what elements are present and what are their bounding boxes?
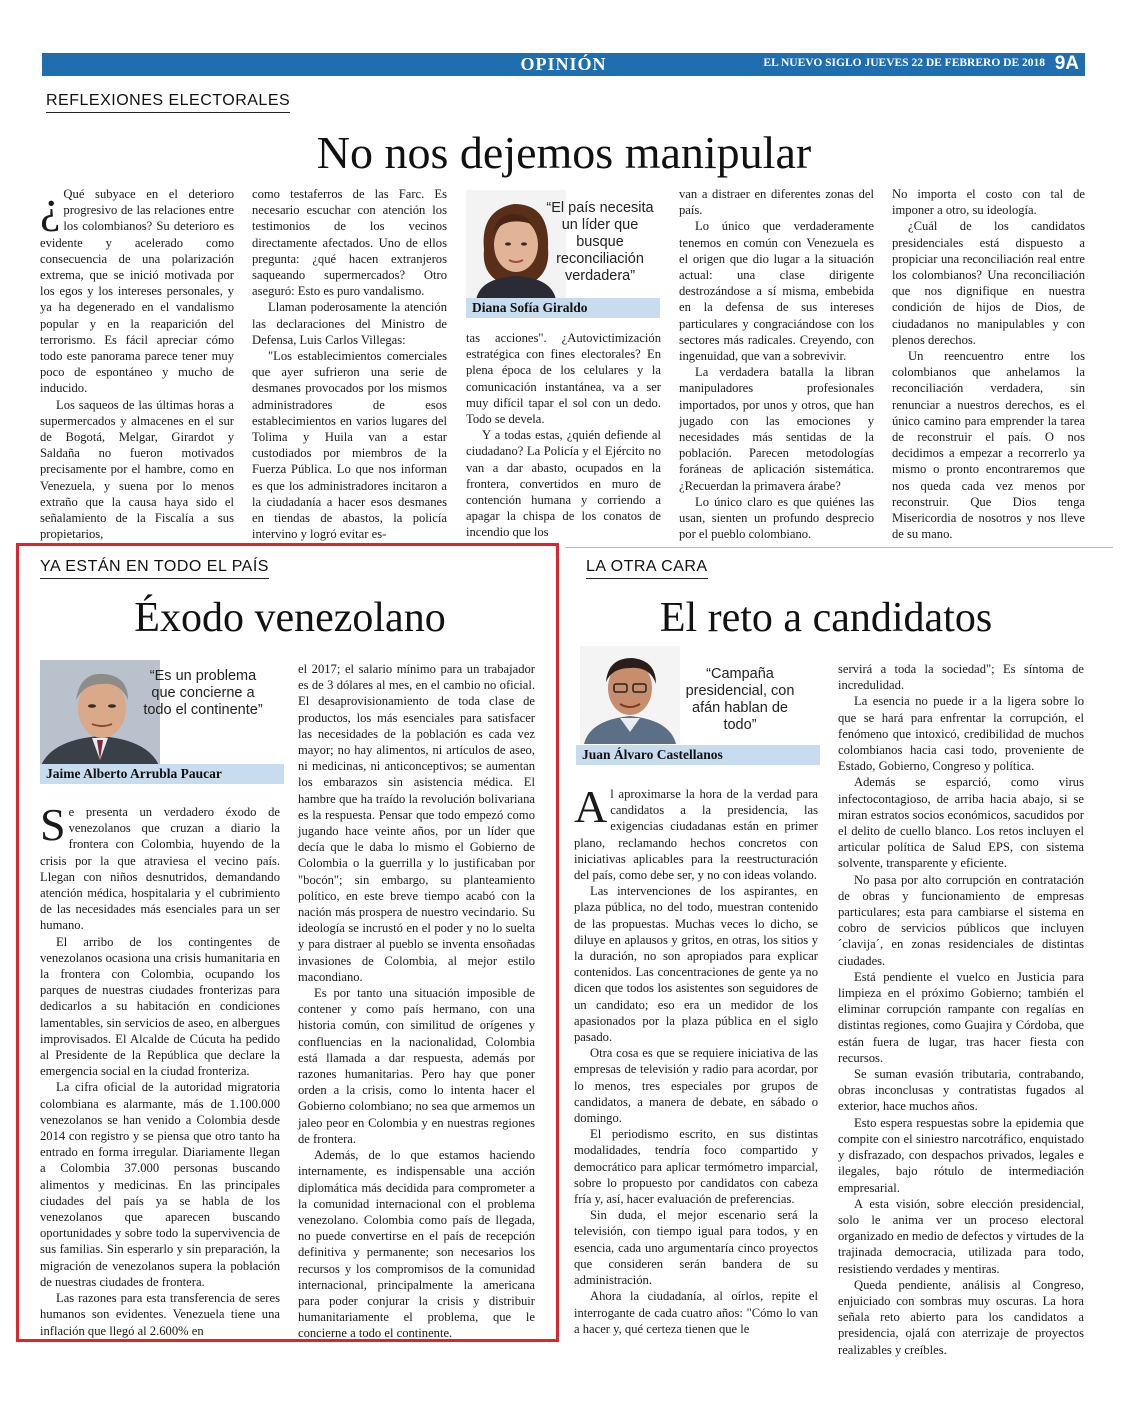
article3-kicker: LA OTRA CARA [586,558,708,579]
article2-pullquote: “Es un problema que concierne a todo el continente” [143,668,263,718]
article2-col1-p3: La cifra oficial de la autoridad migratoria colombiana es alarmante, más de 1.100.000 venezolanos se han venido a Colombia desde 2014 con registro y se piensa que otro tanto ha entrado en forma irregular. Diariamente llegan a Colombia 37.000 personas buscando alimentos y medicinas. En las principales ciudades del país ya se habla de los venezolanos que aparecen buscando oportunidades y sobre todo la supervivencia de sus familias. Sin esperarlo y sin preparación, la migración de venezolanos supera la población de nuestras ciudades de frontera. [40,1080,280,1289]
article3-column-2 [838,661,1084,1357]
paper-date-line [763,57,1045,69]
dropcap: A [574,781,608,832]
article2-col1-p2: El arribo de los contingentes de venezolanos ocasiona una crisis humanitaria en la frontera con Colombia, ocupando los parques de nuestras ciudades fronterizas para dedicarlos a su habitación en condiciones lamentables, sin servicios de aseo, en albergues improvisados. El Alcalde de Cúcuta ha pedido al Presidente de la República que declare la emergencia social en la ciudad fronteriza. [40,934,280,1079]
article3-col1-p6: Ahora la ciudadanía, al oírlos, repite el interrogante de cada cuatro años: "Cómo lo van a hacer y, qué certeza tienen que le [574,1289,818,1336]
article1-col4-p4: Lo único claro es que quiénes las usan, sienten un profundo desprecio por el pueblo colombiano. [679,494,874,542]
article3-headline: El reto a candidatos [659,595,993,641]
article1-author: Diana Sofía Giraldo [466,298,660,318]
article3-col2-p7: Esto espera respuestas sobre la epidemia que compite con el siniestro narcotráfico, enquistado y disfrazado, con despachos privados, legales e ilegales, bajo rótulo de intermediación empresarial. [838,1115,1084,1195]
article3-col2-p2: La esencia no puede ir a la ligera sobre lo que se hará para enfrentar la corrupción, el fenómeno que intoxicó, credibilidad de muchos colombianos hacia casi todo, proveniente de Estado, Gobierno, Congreso y política. [838,694,1084,774]
section-title: OPINIÓN [520,54,607,74]
article1-col1-p2: Los saqueos de las últimas horas a supermercados y almacenes en el sur de Bogotá, Melgar, Girardot y Saldaña no fueron motivados precisamente por el hambre, como en Venezuela, y suena por lo menos extraño que la causa haya sido el señalamiento de la Fiscalía a sus propietarios, [40,397,234,542]
article1-col5-p2: ¿Cuál de los candidatos presidenciales está dispuesto a propiciar una reconciliación real entre los colombianos? Una reconciliación que nos dignifique en nuestra condición de hijos de Dios, de ciudadanos no manipulables y con plenos derechos. [892,219,1085,347]
article1-kicker: REFLEXIONES ELECTORALES [46,92,290,113]
article2-col2-p1: el 2017; el salario mínimo para un trabajador es de 3 dólares al mes, en el cambio no oficial. El desaprovisionamiento de toda clase de productos, los más esenciales para satisfacer las necesidades de la población es cada vez mayor; no hay alimentos, ni artículos de aseo, ni medicinas, ni anticonceptivos; se aumentan los embarazos sin asistencia médica. El hambre que ha traído la revolución bolivariana es la respuesta. Pensar que todo empezó como jugando hace veinte años, por un líder que decía que le daba lo mismo el Gobierno de Colombia o la guerrilla y lo justificaban por "bocón"; sin embargo, su planteamiento político, en este breve tiempo acabó con la nación más prospera de nuestro vecindario. Su ideología se incrustó en el poder y no lo suelta y para distraer al pueblo se inventa ensoñadas invasiones de Colombia, al mejor estilo macondiano. [298,662,535,984]
article1-col1-p1: ¿ Qué subyace en el deterioro progresivo de las relaciones entre los colombianos? Su deterioro es evidente y acelerado como consecuencia de una polarización extrema, que se inició motivada por los egos y los intereses personales, y ya ha degenerado en el vandalismo popular y en la reaparición del terrorismo. Es fácil apreciar cómo todo este panorama parece tener muy poco de espontáneo y mucho de inducido. [40,181,234,396]
paper-name: EL NUEVO SIGLO [763,57,862,69]
article3-col1-p1: Al aproximarse la hora de la verdad para candidatos a la presidencia, las exigencias ciudadanas están en primer plano, reclamando hechos concretos con iniciativas aplicables para la reestructuración del país, como debe ser, y no con ideas volando. [574,781,818,883]
author-photo-juan [580,646,680,744]
article1-col3-p2: Y a todas estas, ¿quién defiende al ciudadano? La Policía y el Ejército no van a dar abasto, ocupados en la frontera, convertidos en muro de contención humana y corriendo a apagar la chispa de los conatos de incendio que los [466,428,661,540]
article2-column-1 [40,799,280,1349]
article2-kicker: YA ESTÁN EN TODO EL PAÍS [40,558,269,579]
article3-col1-p5: Sin duda, el mejor escenario será la televisión, con tiempo igual para todos, y en esencia, cada uno argumentaría cinco proyectos que consideren serán bandera de su administración. [574,1208,818,1288]
article3-col2-p6: Se suman evasión tributaria, contrabando, obras inconclusas y contratistas fugados al exterior, hace muchos años. [838,1067,1084,1114]
article2-col2-p3: Además, de lo que estamos haciendo internamente, es indispensable una acción diplomática más decidida para comprometer a la comunidad internacional con el problema venezolano. Colombia como país de llegada, no puede convertirse en el país de recepción definitiva y permanente; son necesarios los recursos y los compromisos de la comunidad internacional, principalmente la americana para poder conjurar la crisis y distribuir humanitariamente el problema, que le concierne a todo el continente. [298,1148,535,1341]
article1-col5-p1: No importa el costo con tal de imponer a otro, su ideología. [892,187,1085,218]
article1-col4-p3: La verdadera batalla la libran manipuladores profesionales importados, por unos y otros, que han jugado con las emociones y necesidades más sentidas de la población. Parecen metodologías foráneas de aplicación sistemática. ¿Recuerdan la primavera árabe? [679,365,874,493]
article2-author: Jaime Alberto Arrubla Paucar [40,764,284,784]
article1-column-3 [466,330,661,540]
article1-col5-p3: Un reencuentro entre los colombianos que anhelamos la reconciliación verdadera, sin renunciar a nuestros derechos, es el único camino para emprender la tarea de reconstruir el país. O nos decidimos a empezar a recorrerlo ya mismo o pronto encontraremos que nos queda cada vez menos por reconstruir. Que Dios tenga Misericordia de nosotros y nos lleve de su mano. [892,349,1085,542]
article1-col4-p2: Lo único que verdaderamente tenemos en común con Venezuela es el origen que dio lugar a la situación actual: una clase dirigente destrozándose a sí misma, embebida en la defensa de sus intereses particulares y congraciándose con los sectores más radicales. Creyendo, con ingenuidad, que van a sobrevivir. [679,219,874,364]
article1-col2-p1: como testaferros de las Farc. Es necesario escuchar con atención los testimonios de los vecinos directamente afectados. Uno de ellos pregunta: ¿qué hacen extranjeros saqueando supermercados? Otro aseguró: Esto es puro vandalismo. [252,187,447,299]
article3-col1-p2: Las intervenciones de los aspirantes, en plaza pública, no del todo, muestran contenido de las propuestas. Muchas veces lo dicho, se diluye en aplausos y gritos, en otras, los sitios y la duración, no son apropiados para explicar contenidos. Las concentraciones de gente ya no dicen que todos los asistentes son seguidores de un candidato; eso era un medidor de los apasionados por la plaza pública en el siglo pasado. [574,884,818,1045]
article3-col2-p9: Queda pendiente, análisis al Congreso, enjuiciado con sombras muy oscuras. La hora señala reto abierto para los candidatos a presidencia, ojalá con aterrizaje de proyectos realizables y creíbles. [838,1277,1084,1357]
article1-col2-p3: "Los establecimientos comerciales que ayer sufrieron una serie de desmanes provocados por los mismos administradores de esos establecimientos en varios lugares del Tolima y Huila van a estar custodiados por miembros de la Fuerza Pública. Lo que nos informan es que los administradores incitaron a la ciudadanía a hacer esos desmanes en tiendas de abastos, la policía intervino y logró evitar es- [252,349,447,542]
article1-column-1 [40,181,234,542]
dropcap: S [40,799,66,850]
page-number: 9A [1054,53,1079,74]
article2-col2-p2: Es por tanto una situación imposible de contener y como país hermano, con una historia común, con similitud de orígenes y confluencias en la nacionalidad, Colombia está llamada a dar respuesta, además por razones humanitarias. Pero hay que poner orden a la crisis, como lo intenta hacer el Gobierno colombiano; no sea que armemos un jaleo peor en Colombia y en nuestras regiones de frontera. [298,986,535,1146]
article3-pullquote: “Campaña presidencial, con afán hablan de todo” [685,666,795,733]
article3-column-1 [574,781,818,1351]
article1-column-2 [252,186,447,542]
article2-col1-p4: Las razones para esta transferencia de seres humanos son evidentes. Venezuela tiene una inflación que llegó al 2.600% en [40,1291,280,1338]
article3-author: Juan Álvaro Castellanos [576,745,820,765]
article1-pullquote: “El país necesita un líder que busque reconciliación verdadera” [546,200,654,284]
article2-headline: Éxodo venezolano [134,595,446,641]
article3-col2-p1: servirá a toda la sociedad"; Es síntoma de incredulidad. [838,662,1084,693]
article3-col2-p4: No pasa por alto corrupción en contratación de obras y funcionamiento de empresas particulares; esta para cambiarse el sistema en cobro de servicios públicos que incluyen ´clavija´, en zonas residenciales de distintas ciudades. [838,872,1084,968]
article1-column-4 [679,186,874,542]
article1-col2-p2: Llaman poderosamente la atención las declaraciones del Ministro de Defensa, Luis Carlos Villegas: [252,300,447,347]
article2-column-2 [298,661,535,1351]
article3-col1-p3: Otra cosa es que se requiere iniciativa de las empresas de televisión y radio para acordar, por lo menos, tres especiales por grupos de candidatos, a manera de debate, en sábado o domingo. [574,1046,818,1126]
article1-headline: No nos dejemos manipular [316,127,812,178]
article2-col1-p1: Se presenta un verdadero éxodo de venezolanos que cruzan a diario la frontera con Colombia, huyendo de la crisis por la que atraviesa el vecino país. Llegan con niños desnutridos, demandando atención médica, hospitalaria y el cubrimiento de las necesidades más esenciales para un ser humano. [40,799,280,933]
article1-col4-p1: van a distraer en diferentes zonas del país. [679,187,874,218]
article3-col2-p8: A esta visión, sobre elección presidencial, solo le anima ver un proceso electoral organizado en medio de defectos y virtudes de la trajinada democracia, utilizada para todo, resistiendo verdades y mentiras. [838,1196,1084,1276]
article3-col2-p5: Está pendiente el vuelco en Justicia para limpieza en el próximo Gobierno; también el eliminar corrupción rampante con regalías en distintas regiones, como Guajira y Córdoba, que están fuera de lugar, tras hacer fiesta con recursos. [838,969,1084,1065]
article1-col3-p1: tas acciones". ¿Autovictimización estratégica con fines electorales? En plena época de los celulares y la comunicación instantánea, va a ser muy difícil tapar el sol con un dedo. Todo se devela. [466,331,661,427]
section-divider [565,547,1113,548]
portrait-illustration [580,646,680,744]
article3-col1-p4: El periodismo escrito, en sus distintas modalidades, tendría foco compartido y democrático para aplicar termómetro imparcial, sobre lo propuesto por candidatos con cabeza fría y, así, hacer evaluación de preferencias. [574,1127,818,1207]
article1-column-5 [892,186,1085,542]
article3-col2-p3: Además se esparció, como virus infectocontagioso, de arriba hacia abajo, si se miran estratos socios económicos, sacudidos por el delito de cuello blanco. Los retos incluyen el articular política de Salud EPS, con sistema solvente, transparente y eficiente. [838,775,1084,871]
dropcap: ¿ [40,181,61,232]
page-header-bar [42,53,1085,76]
issue-date: JUEVES 22 DE FEBRERO DE 2018 [864,57,1045,69]
